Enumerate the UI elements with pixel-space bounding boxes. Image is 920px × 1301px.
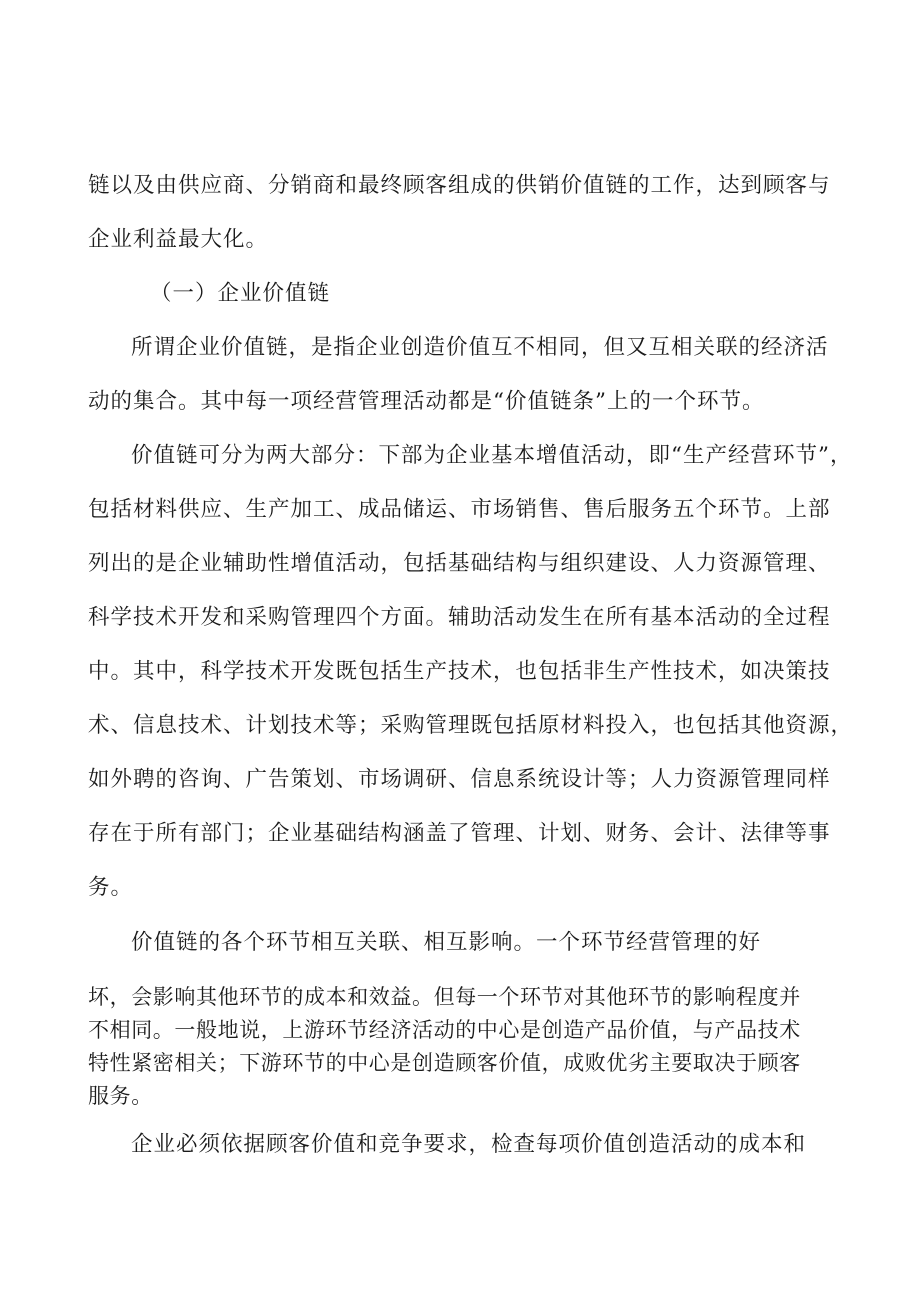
paragraph-3-line-1: 价值链的各个环节相互关联、相互影响。一个环节经营管理的好 bbox=[131, 930, 762, 955]
paragraph-2-line-4: 科学技术开发和采购管理四个方面。辅助活动发生在所有基本活动的全过程 bbox=[88, 605, 831, 630]
paragraph-2-line-7: 如外聘的咨询、广告策划、市场调研、信息系统设计等；人力资源管理同样 bbox=[88, 767, 831, 792]
paragraph-3-line-2: 坏，会影响其他环节的成本和效益。但每一个环节对其他环节的影响程度并 bbox=[88, 985, 801, 1009]
paragraph-4-line-1: 企业必须依据顾客价值和竞争要求，检查每项价值创造活动的成本和 bbox=[131, 1132, 807, 1157]
paragraph-3-line-4: 特性紧密相关；下游环节的中心是创造顾客价值，成败优劣主要取决于顾客 bbox=[88, 1051, 801, 1075]
paragraph-2-line-1: 价值链可分为两大部分：下部为企业基本增值活动，即“生产经营环节”， bbox=[131, 443, 853, 468]
paragraph-3-line-3: 不相同。一般地说，上游环节经济活动的中心是创造产品价值，与产品技术 bbox=[88, 1018, 801, 1042]
paragraph-2-line-8: 存在于所有部门；企业基础结构涵盖了管理、计划、财务、会计、法律等事 bbox=[88, 821, 831, 846]
paragraph-1-line-2: 动的集合。其中每一项经营管理活动都是“价值链条”上的一个环节。 bbox=[88, 389, 765, 414]
section-heading: （一）企业价值链 bbox=[150, 281, 331, 306]
paragraph-2-line-9: 务。 bbox=[88, 875, 134, 900]
paragraph-1-line-1: 所谓企业价值链，是指企业创造价值互不相同，但又互相关联的经济活 bbox=[131, 335, 829, 360]
continuation-line-1: 链以及由供应商、分销商和最终顾客组成的供销价值链的工作，达到顾客与 bbox=[88, 173, 831, 198]
paragraph-2-line-5: 中。其中，科学技术开发既包括生产技术，也包括非生产性技术，如决策技 bbox=[88, 659, 831, 684]
paragraph-2-line-3: 列出的是企业辅助性增值活动，包括基础结构与组织建设、人力资源管理、 bbox=[88, 551, 831, 576]
paragraph-3-line-5: 服务。 bbox=[88, 1084, 153, 1108]
paragraph-2-line-6: 术、信息技术、计划技术等；采购管理既包括原材料投入，也包括其他资源， bbox=[88, 713, 854, 738]
continuation-line-2: 企业利益最大化。 bbox=[88, 227, 269, 252]
paragraph-2-line-2: 包括材料供应、生产加工、成品储运、市场销售、售后服务五个环节。上部 bbox=[88, 497, 831, 522]
